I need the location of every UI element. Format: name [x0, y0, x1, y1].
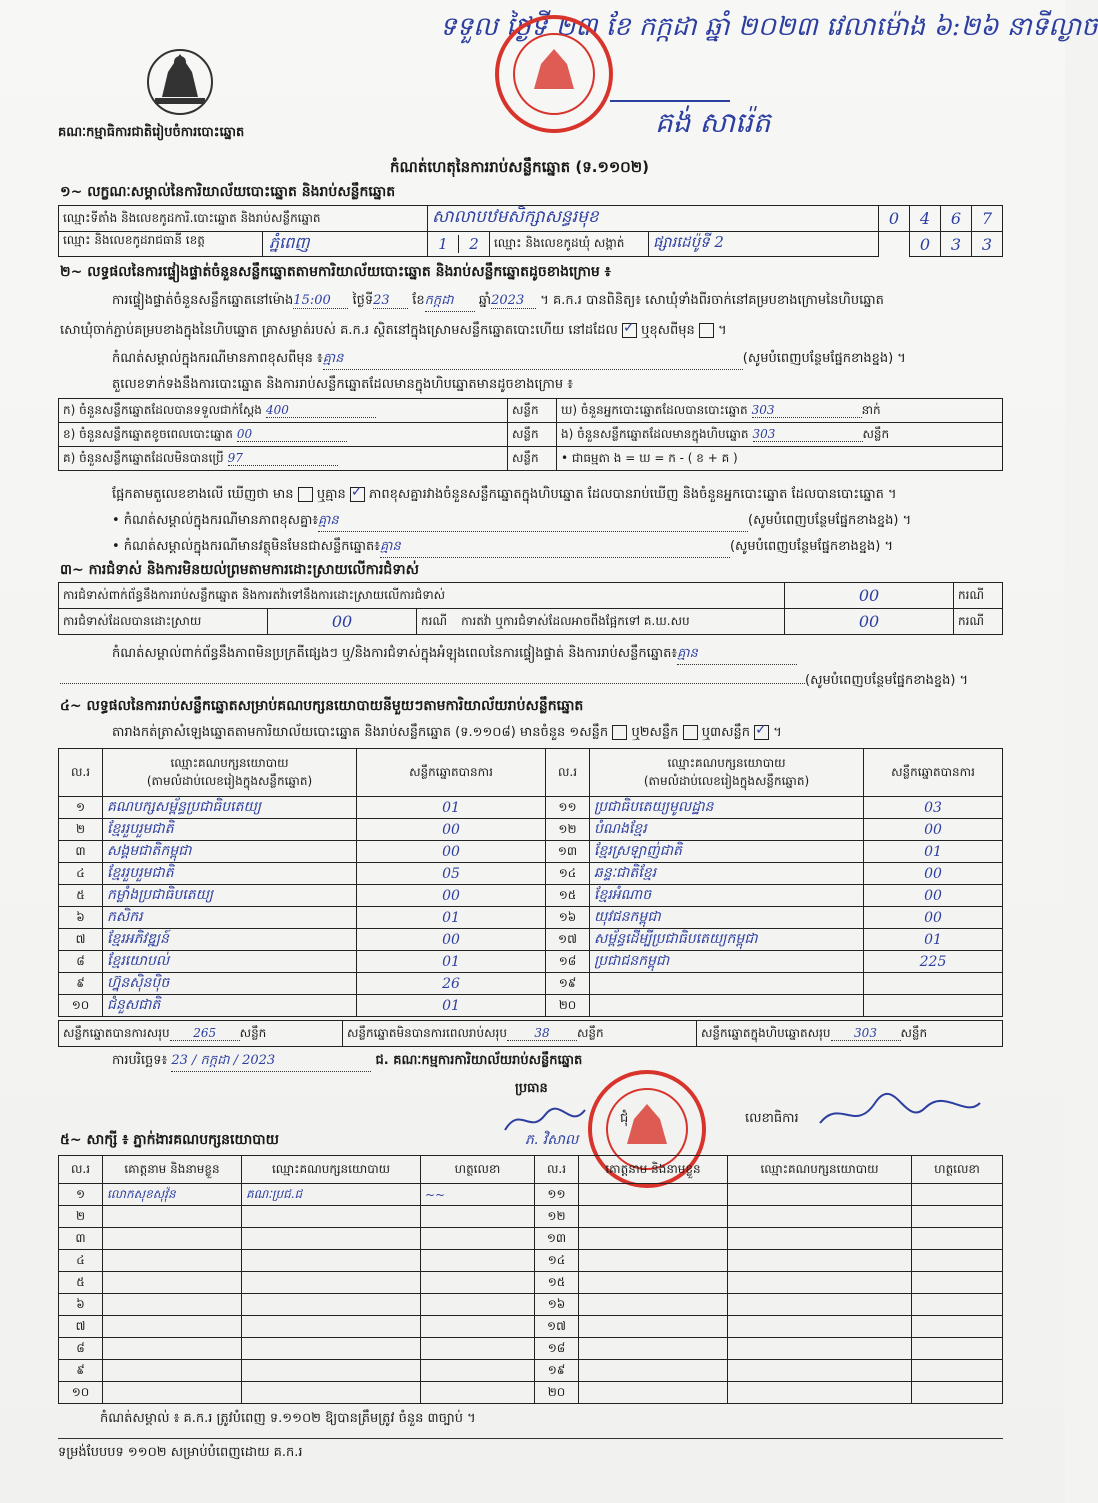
location-code-digit: 0 [879, 206, 910, 232]
party-name: ខ្មែររួបរួមជាតិ [103, 863, 357, 885]
party-votes: 01 [864, 929, 1003, 951]
party-number: ៧ [59, 929, 103, 951]
witness-name [579, 1228, 728, 1250]
witness-name [579, 1206, 728, 1228]
table-row [59, 1316, 1003, 1338]
province-code-digit: 2 [469, 235, 479, 253]
receiver-name: គង់ សារ៉េត [655, 106, 771, 139]
commune-value: ផ្សារដេប៉ូទី 2 [649, 232, 879, 257]
section1-table [58, 205, 1003, 257]
witness-number: ២០ [535, 1382, 579, 1404]
party-votes: 00 [864, 819, 1003, 841]
party-name: កម្លាំងប្រជាធិបតេយ្យ [103, 885, 357, 907]
table-row [59, 1294, 1003, 1316]
location-value: សាលាបឋមសិក្សាសន្ធរមុខ [428, 206, 879, 232]
province-value: ភ្នំពេញ [269, 233, 310, 252]
witness-number: ៤ [59, 1250, 103, 1272]
party-votes: 01 [864, 841, 1003, 863]
witness-name [103, 1338, 242, 1360]
witness-name [103, 1316, 242, 1338]
witness-signature [421, 1206, 535, 1228]
witness-party [242, 1316, 421, 1338]
party-votes: 26 [357, 973, 546, 995]
table-row [59, 797, 1003, 819]
witness-number: ១៧ [535, 1316, 579, 1338]
no-difference-checkbox[interactable] [350, 487, 365, 502]
witness-party [728, 1316, 912, 1338]
witness-signature [912, 1206, 1003, 1228]
party-number: ១៧ [546, 929, 590, 951]
party-votes: 01 [357, 995, 546, 1017]
witness-name [103, 1206, 242, 1228]
table-row [59, 1338, 1003, 1360]
section5-title: ៥~ សាក្សី ៖ ភ្នាក់ងារគណបក្សនយោបាយ [60, 1132, 279, 1148]
location-code-digit: 6 [941, 206, 972, 232]
witness-signature [912, 1184, 1003, 1206]
party-votes: 00 [864, 885, 1003, 907]
document-title: កំណត់ហេតុនៃការរាប់សន្លឹកឆ្នោត (ទ.១១០២) [390, 158, 650, 176]
witness-party [728, 1250, 912, 1272]
party-number: ១១ [546, 797, 590, 819]
table-row [59, 841, 1003, 863]
party-name: ប្រជាធិបតេយ្យមូលដ្ឋាន [590, 797, 864, 819]
party-votes: 05 [357, 863, 546, 885]
province-code-digit: 1 [428, 235, 459, 253]
party-name [590, 973, 864, 995]
party-name: ហ្វ៊ុនស៊ិនប៉ិច [103, 973, 357, 995]
witness-number: ១៤ [535, 1250, 579, 1272]
party-name: កសិករ [103, 907, 357, 929]
tally-sheet-line: តារាងកត់ត្រាសំឡេងឆ្នោតតាមការិយាល័យបោះឆ្នោត និងរាប់សន្លឹកឆ្នោត (ទ.១១០៨) មានចំនួន ១សន្លឹក ឬ២សន្លឹក ឬ៣សន្លឹក ✓ ។ [112, 724, 782, 743]
commune-code-digit: 0 [910, 232, 941, 257]
party-number: ៥ [59, 885, 103, 907]
resolved-value: 00 [268, 609, 417, 635]
witness-party [728, 1272, 912, 1294]
witness-name [579, 1316, 728, 1338]
commune-label: ឈ្មោះ និងលេខកូដឃុំ សង្កាត់ [490, 232, 649, 257]
witness-signature [912, 1228, 1003, 1250]
party-number: ២០ [546, 995, 590, 1017]
witness-name [579, 1338, 728, 1360]
difference-note: • កំណត់សម្គាល់ក្នុងករណីមានភាពខុសគ្នា៖គ្មាន (សូមបំពេញបន្ថែមផ្នែកខាងខ្នង) ។ [112, 512, 1007, 532]
witness-number: ១៦ [535, 1294, 579, 1316]
party-name: ខ្មែរអភិវឌ្ឍន៍ [103, 929, 357, 951]
witness-party [242, 1360, 421, 1382]
compare-line: ផ្អែកតាមតួលេខខាងលើ ឃើញថា មាន ឬគ្មាន ✓ ភាពខុសគ្នារវាងចំនួនសន្លឹកឆ្នោតក្នុងហិបឆ្នោត ដែលបានរាប់ឃើញ និងចំនួនអ្នកបោះឆ្នោត ដែលបានបោះឆ្នោត ។ [112, 486, 897, 505]
table-row [59, 995, 1003, 1017]
appeal-value: 00 [785, 609, 954, 635]
witness-signature [421, 1294, 535, 1316]
witness-signature [912, 1360, 1003, 1382]
table-row [59, 863, 1003, 885]
witness-signature [912, 1272, 1003, 1294]
table-row [59, 1184, 1003, 1206]
witness-signature [912, 1250, 1003, 1272]
witness-name [579, 1382, 728, 1404]
party-votes: 00 [864, 907, 1003, 929]
committee-name: គណៈកម្មាធិការជាតិរៀបចំការបោះឆ្នោត [58, 125, 245, 140]
three-sheets-checkbox[interactable] [754, 725, 769, 740]
witness-number: ៦ [59, 1294, 103, 1316]
party-number: ៨ [59, 951, 103, 973]
party-number: ៣ [59, 841, 103, 863]
witness-signature [421, 1250, 535, 1272]
table-row [59, 1250, 1003, 1272]
section4-title: ៤~ លទ្ធផលនៃការរាប់សន្លឹកឆ្នោតសម្រាប់គណបក្សនយោបាយនីមួយៗតាមការិយាល័យរាប់សន្លឹកឆ្នោត [60, 698, 584, 714]
table-row [59, 929, 1003, 951]
party-votes: 00 [357, 885, 546, 907]
witness-signature [421, 1316, 535, 1338]
witness-number: ៣ [59, 1228, 103, 1250]
party-number: ៩ [59, 973, 103, 995]
witness-number: ៧ [59, 1316, 103, 1338]
has-difference-checkbox[interactable] [298, 487, 313, 502]
witness-party [728, 1228, 912, 1250]
province-label: ឈ្មោះ និងលេខកូដរាជធានី ខេត្ត [59, 232, 263, 256]
objection-table: ការជំទាស់ពាក់ព័ន្ធនឹងការរាប់សន្លឹកឆ្នោត និងការតវ៉ាទៅនឹងការដោះស្រាយលើការជំទាស់ 00 ករណី ការជំទាស់ដែលបានដោះស្រាយ 00 ករណី ការតវ៉ា ឬការជំទាស់ដែលអាចពឹងផ្អែកទៅ គ.ឃ.សប 00 ករណី [58, 582, 1003, 635]
party-votes: 01 [357, 951, 546, 973]
secretary-signature [815, 1088, 985, 1142]
party-number: ១ [59, 797, 103, 819]
witness-number: ១០ [59, 1382, 103, 1404]
table-row [59, 819, 1003, 841]
results-table: ល.រ ឈ្មោះគណបក្សនយោបាយ (តាមលំដាប់លេខរៀងក្នុងសន្លឹកឆ្នោត) សន្លឹកឆ្នោតបានការ ល.រ ឈ្មោះគណបក្សនយោបាយ (តាមលំដាប់លេខរៀងក្នុងសន្លឹកឆ្នោត) សន្លឹកឆ្នោតបានការ ១ គណបក្សសម្ព័ន្ធប្រជាធិបតេយ្យ 01 ១១ ប្រជាធិបតេយ្យមូលដ្ឋាន 03 ២ ខ្មែររួបរួមជាតិ 00 ១២ បំណងខ្មែរ 00 ៣ សង្គមជាតិកម្ពុជា 00 ១៣ ខ្មែរស្រឡាញ់ជាតិ 01 ៤ ខ្មែររួបរួមជាតិ 05 ១៤ ឆន្ទៈជាតិខ្មែរ 00 ៥ កម្លាំងប្រជាធិបតេយ្យ 00 ១៥ ខ្មែរអំណាច 00 ៦ កសិករ 01 ១៦ យុវជនកម្ពុជា 00 ៧ ខ្មែរអភិវឌ្ឍន៍ 00 ១៧ សម្ព័ន្ធដើម្បីប្រជាធិបតេយ្យកម្ពុជា 01 ៨ ខ្មែរយោបល់ 01 ១៨ ប្រជាជនកម្ពុជា 225 ៩ ហ្វ៊ុនស៊ិនប៉ិច 26 ១៩ ១០ ជំនួសជាតិ 01 ២០ [58, 748, 1003, 1017]
party-number: ១៦ [546, 907, 590, 929]
witness-number: ១៨ [535, 1338, 579, 1360]
section1-title: ១~ លក្ខណៈសម្គាល់នៃការិយាល័យបោះឆ្នោត និងរាប់សន្លឹកឆ្នោត [60, 184, 396, 200]
footer-rule [58, 1438, 1003, 1439]
witness-party [728, 1184, 912, 1206]
witness-party [728, 1360, 912, 1382]
irregularity-note-continued: (សូមបំពេញបន្ថែមផ្នែកខាងខ្នង) ។ [60, 672, 1005, 691]
party-votes: 225 [864, 951, 1003, 973]
one-sheet-checkbox[interactable] [612, 725, 627, 740]
table-row [59, 1360, 1003, 1382]
commune-code-digit: 3 [941, 232, 972, 257]
witness-signature [912, 1382, 1003, 1404]
president-label: ប្រធាន [515, 1081, 548, 1096]
witness-signature [421, 1338, 535, 1360]
witness-name [103, 1294, 242, 1316]
resolved-label: ការជំទាស់ដែលបានដោះស្រាយ [59, 609, 268, 635]
total-box-value: 303 [831, 1026, 901, 1041]
figures-table: ក) ចំនួនសន្លឹកឆ្នោតដែលបានទទួលជាក់ស្តែង 400 សន្លឹក ឃ) ចំនួនអ្នកបោះឆ្នោតដែលបានបោះឆ្នោត 303 នាក់ ខ) ចំនួនសន្លឹកឆ្នោតខូចពេលបោះឆ្នោត 00 សន្លឹក ង) ចំនួនសន្លឹកឆ្នោតដែលមានក្នុងហិបឆ្នោត 303 សន្លឹក គ) ចំនួនសន្លឹកឆ្នោតដែលមិនបានប្រើ 97 សន្លឹក • ជាធម្មតា ង = ឃ = ក - ( ខ + គ ) [58, 398, 1003, 471]
witness-name [579, 1360, 728, 1382]
objection-value: 00 [785, 583, 954, 609]
seal-paragraph: សោឃុំចាក់ភ្ជាប់គម្របខាងក្នុងនៃហិបឆ្នោត ត្រាសម្ងាត់របស់ គ.ក.រ ស្ថិតនៅក្នុងស្រោមសន្លឹកឆ្នោតបោះហើយ នៅដដែល ✓ ឬខុសពីមុន ។ [60, 322, 727, 341]
objection-label: ការជំទាស់ពាក់ព័ន្ធនឹងការរាប់សន្លឹកឆ្នោត និងការតវ៉ាទៅនឹងការដោះស្រាយលើការជំទាស់ [59, 583, 785, 609]
party-votes: 00 [357, 929, 546, 951]
witness-party [242, 1338, 421, 1360]
party-votes [864, 973, 1003, 995]
party-votes: 01 [357, 797, 546, 819]
commune-code-digit: 3 [972, 232, 1003, 257]
president-signature [500, 1100, 590, 1144]
witness-number: ១២ [535, 1206, 579, 1228]
witness-number: ៨ [59, 1338, 103, 1360]
witness-signature [421, 1228, 535, 1250]
witness-party [242, 1382, 421, 1404]
witness-number: ២ [59, 1206, 103, 1228]
party-number: ១៣ [546, 841, 590, 863]
witness-party [242, 1272, 421, 1294]
witness-name [103, 1228, 242, 1250]
witness-name [579, 1184, 728, 1206]
party-votes [864, 995, 1003, 1017]
verification-paragraph: ការផ្ទៀងផ្ទាត់ចំនួនសន្លឹកឆ្នោតនៅម៉ោង15:00 ថ្ងៃទី23 ខែកក្កដា ឆ្នាំ2023 ។ គ.ក.រ បានពិនិត្យ៖ សោឃុំទាំងពីរចាក់នៅគម្របខាងក្រោមនៃហិបឆ្នោត [112, 292, 1007, 312]
secretary-label: លេខាធិការ [745, 1111, 799, 1126]
table-row [59, 973, 1003, 995]
totals-table: សន្លឹកឆ្នោតបានការសរុប 265 សន្លឹក សន្លឹកឆ្នោតមិនបានការពេលរាប់សរុប 38 សន្លឹក សន្លឹកឆ្នោតក្នុងហិបឆ្នោតសរុប 303 សន្លឹក [58, 1020, 1003, 1047]
table-row [59, 885, 1003, 907]
witness-party [242, 1228, 421, 1250]
party-name [590, 995, 864, 1017]
table-row [59, 951, 1003, 973]
received-note: ទទួល ថ្ងៃទី ២៣ ខែ កក្កដា ឆ្នាំ ២០២៣ វេលាម៉ោង ៦:២៦ នាទីល្ងាច [440, 12, 1098, 42]
party-votes: 00 [357, 819, 546, 841]
figures-intro: តួលេខទាក់ទងនឹងការបោះឆ្នោត និងការរាប់សន្លឹកឆ្នោតដែលមានក្នុងហិបឆ្នោតមានដូចខាងក្រោម ៖ [112, 377, 573, 392]
witness-party: គណៈប្រជ.ជ [242, 1184, 421, 1206]
party-number: ២ [59, 819, 103, 841]
witness-signature: ~~ [421, 1184, 535, 1206]
party-number: ៦ [59, 907, 103, 929]
witness-signature [421, 1360, 535, 1382]
party-number: ១៥ [546, 885, 590, 907]
witness-signature [912, 1294, 1003, 1316]
witness-number: ១១ [535, 1184, 579, 1206]
party-name: ខ្មែរស្រឡាញ់ជាតិ [590, 841, 864, 863]
party-number: ១៩ [546, 973, 590, 995]
witness-party [242, 1294, 421, 1316]
party-name: ជំនួសជាតិ [103, 995, 357, 1017]
table-row [59, 1206, 1003, 1228]
witness-name [103, 1382, 242, 1404]
table-row [59, 1228, 1003, 1250]
witness-name [103, 1250, 242, 1272]
party-number: ១០ [59, 995, 103, 1017]
witness-name [579, 1250, 728, 1272]
party-number: ១២ [546, 819, 590, 841]
total-invalid-value: 38 [507, 1026, 577, 1041]
change-note: កំណត់សម្គាល់ក្នុងករណីមានភាពខុសពីមុន ៖គ្មាន (សូមបំពេញបន្ថែមផ្នែកខាងខ្នង) ។ [112, 350, 1007, 370]
signing-date: ការបរិច្ឆេទ៖ 23 / កក្កដា / 2023 ជ. គណៈកម្មការការិយាល័យរាប់សន្លឹកឆ្នោត [112, 1052, 582, 1072]
witness-number: ១៣ [535, 1228, 579, 1250]
angkor-emblem-icon [140, 42, 220, 117]
witness-signature [421, 1382, 535, 1404]
table-row [59, 1272, 1003, 1294]
official-seal-top [495, 15, 613, 133]
party-name: សង្គមជាតិកម្ពុជា [103, 841, 357, 863]
witness-signature [912, 1338, 1003, 1360]
location-label: ឈ្មោះទីតាំង និងលេខកូដការិ.បោះឆ្នោត និងរាប់សន្លឹកឆ្នោត [59, 206, 428, 232]
witness-number: ៥ [59, 1272, 103, 1294]
form-footer: ទម្រង់បែបបទ ១១០២ សម្រាប់បំពេញដោយ គ.ក.រ [58, 1445, 303, 1460]
president-name: ភ. វិសាល [525, 1132, 579, 1148]
location-code-digit: 7 [972, 206, 1003, 232]
section3-title: ៣~ ការជំទាស់ និងការមិនយល់ព្រមតាមការដោះស្រាយលើការជំទាស់ [60, 562, 419, 578]
party-name: ខ្មែររួបរួមជាតិ [103, 819, 357, 841]
witness-name [103, 1360, 242, 1382]
sign-line [610, 100, 730, 102]
witness-number: ៩ [59, 1360, 103, 1382]
table-row [59, 907, 1003, 929]
witness-party [728, 1382, 912, 1404]
irregularity-note: កំណត់សម្គាល់ពាក់ព័ន្ធនឹងភាពមិនប្រក្រតីផ្សេងៗ ឬ/និងការជំទាស់ក្នុងអំឡុងពេលនៃការផ្ទៀងផ្ទាត់ និងការរាប់សន្លឹកឆ្នោត៖គ្មាន [112, 645, 1007, 665]
party-name: បំណងខ្មែរ [590, 819, 864, 841]
witness-signature [912, 1316, 1003, 1338]
witness-name [103, 1272, 242, 1294]
party-number: ១៤ [546, 863, 590, 885]
table-row [59, 1382, 1003, 1404]
party-votes: 00 [357, 841, 546, 863]
party-number: ១៨ [546, 951, 590, 973]
witness-party [728, 1294, 912, 1316]
witness-name [579, 1294, 728, 1316]
witness-name [579, 1272, 728, 1294]
foreign-object-note: • កំណត់សម្គាល់ក្នុងករណីមានវត្ថុមិនមែនជាសន្លឹកឆ្នោត៖គ្មាន (សូមបំពេញបន្ថែមផ្នែកខាងខ្នង) ។ [112, 538, 1007, 558]
party-name: គណបក្សសម្ព័ន្ធប្រជាធិបតេយ្យ [103, 797, 357, 819]
witness-table: ល.រ គោត្តនាម និងនាមខ្លួន ឈ្មោះគណបក្សនយោបាយ ហត្ថលេខា ល.រ គោត្តនាម និងនាមខ្លួន ឈ្មោះគណបក្សនយោបាយ ហត្ថលេខា ១ លោកសុខសុវ៉ុន គណៈប្រជ.ជ ~~ ១១ ២ ១២ ៣ ១៣ ៤ ១៤ ៥ ១៥ ៦ ១៦ ៧ ១៧ ៨ ១៨ ៩ ១៩ ១០ ២០ [58, 1155, 1003, 1404]
member-label: ជុំ [620, 1111, 629, 1126]
party-name: ប្រជាជនកម្ពុជា [590, 951, 864, 973]
section2-title: ២~ លទ្ធផលនៃការផ្ទៀងផ្ទាត់ចំនួនសន្លឹកឆ្នោតតាមការិយាល័យបោះឆ្នោត និងរាប់សន្លឹកឆ្នោតដូចខាងក្រោម ៖ [60, 264, 611, 280]
unchanged-checkbox[interactable] [622, 323, 637, 338]
witness-signature [421, 1272, 535, 1294]
party-number: ៤ [59, 863, 103, 885]
party-name: ឆន្ទៈជាតិខ្មែរ [590, 863, 864, 885]
witness-number: ១ [59, 1184, 103, 1206]
party-votes: 01 [357, 907, 546, 929]
witness-number: ១៥ [535, 1272, 579, 1294]
witness-number: ១៩ [535, 1360, 579, 1382]
changed-checkbox[interactable] [699, 323, 714, 338]
party-name: យុវជនកម្ពុជា [590, 907, 864, 929]
party-name: ខ្មែរយោបល់ [103, 951, 357, 973]
witness-party [242, 1206, 421, 1228]
party-name: សម្ព័ន្ធដើម្បីប្រជាធិបតេយ្យកម្ពុជា [590, 929, 864, 951]
witness-party [728, 1206, 912, 1228]
witness-name: លោកសុខសុវ៉ុន [103, 1184, 242, 1206]
party-votes: 03 [864, 797, 1003, 819]
total-valid-value: 265 [170, 1026, 240, 1041]
witness-party [728, 1338, 912, 1360]
witness-party [242, 1250, 421, 1272]
footnote: កំណត់សម្គាល់ ៖ គ.ក.រ ត្រូវបំពេញ ទ.១១០២ ឱ្យបានត្រឹមត្រូវ ចំនួន ៣ច្បាប់ ។ [100, 1411, 476, 1426]
party-votes: 00 [864, 863, 1003, 885]
location-code-digit: 4 [910, 206, 941, 232]
party-name: ខ្មែរអំណាច [590, 885, 864, 907]
two-sheets-checkbox[interactable] [683, 725, 698, 740]
